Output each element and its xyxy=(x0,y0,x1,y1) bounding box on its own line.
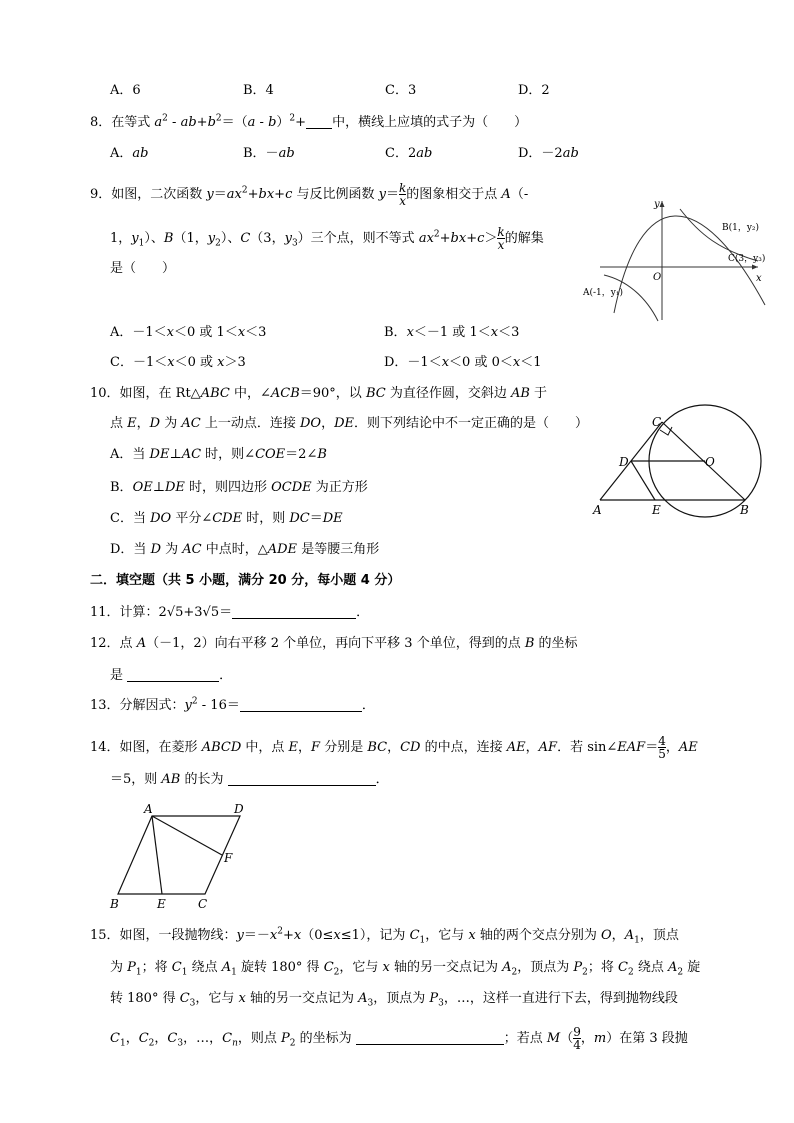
q10-label-d: D xyxy=(619,455,629,469)
q9-label-y: y xyxy=(654,199,660,210)
q9-hyperbola-left xyxy=(604,275,658,321)
q14-label-c: C xyxy=(198,897,208,911)
q10-label-e: E xyxy=(652,503,661,517)
q9-option-b: B．x＜－1 或 1＜x＜3 xyxy=(384,325,520,340)
x-axis-arrow xyxy=(752,265,758,270)
q14-stem-line2: ＝5，则 AB 的长为 ． xyxy=(110,772,389,787)
q8-option-d: D．－2ab xyxy=(518,146,579,161)
q7-option-b: B．4 xyxy=(243,83,274,98)
q10-label-b: B xyxy=(740,503,749,517)
q10-option-a: A．当 DE⊥AC 时，则∠COE＝2∠B xyxy=(110,447,327,462)
q9-option-c: C．－1＜x＜0 或 x＞3 xyxy=(110,355,246,370)
q8-option-b: B．－ab xyxy=(243,146,295,161)
q10-option-c: C．当 DO 平分∠CDE 时，则 DC＝DE xyxy=(110,511,343,526)
q10-option-d: D．当 D 为 AC 中点时，△ADE 是等腰三角形 xyxy=(110,542,380,557)
q12-stem-line2: 是 ． xyxy=(110,668,233,683)
q12-stem-line1: 12．点 A（－1，2）向右平移 2 个单位，再向下平移 3 个单位，得到的点 B 的坐标 xyxy=(90,636,578,651)
q8-stem: 8．在等式 $a^2 - ab+b^2=(a - b)^2+$ 中，横线上应填的式子为（ ） xyxy=(90,113,528,130)
q9-stem-line3: 是（ ） xyxy=(110,261,176,276)
q9-label-a: A(-1，y₁) xyxy=(583,288,623,298)
q9-label-b: B(1，y₂) xyxy=(722,223,760,233)
q10-figure xyxy=(588,408,778,528)
q9-option-d: D．－1＜x＜0 或 0＜x＜1 xyxy=(384,355,542,370)
q15-stem-line3: 转 180° 得 $C_3$，它与 x 轴的另一交点记为 $A_3$，顶点为 $P_3$，…，这样一直进行下去，得到抛物线段 xyxy=(110,991,678,1009)
q11-stem: 11．计算：2√5+3√5＝ ． xyxy=(90,605,370,620)
q14-segment-af xyxy=(152,816,222,855)
q15-stem-line1: 15．如图，一段抛物线：$y=-x^2+x(0\le x\le 1)$，记为 $C_1$，它与 x 轴的两个交点分别为 O，$A_1$，顶点 xyxy=(90,926,679,946)
q7-option-d: D．2 xyxy=(518,83,550,98)
q14-label-e: E xyxy=(157,897,166,911)
y-axis-arrow xyxy=(660,201,665,207)
q10-label-a: A xyxy=(593,503,602,517)
q14-label-d: D xyxy=(234,802,244,816)
q10-label-o: O xyxy=(705,455,715,469)
q10-segment-de xyxy=(631,461,655,500)
q13-stem: 13．分解因式：$y^2 - 16=$ ． xyxy=(90,696,375,713)
q9-label-x: x xyxy=(756,273,762,284)
q10-stem-line1: 10．如图，在 Rt△ABC 中，∠ACB＝90°，以 BC 为直径作圆，交斜边 AB 于 xyxy=(90,386,548,401)
q9-stem-line2: 1，$y_1$）、B（1，$y_2$）、C（3，$y_3$）三个点，则不等式 $ax^2+bx+c>$ $\frac{k}{x}$ 的解集 xyxy=(110,225,544,252)
q9-option-a: A．－1＜x＜0 或 1＜x＜3 xyxy=(110,325,267,340)
q10-stem-line2: 点 E，D 为 AC 上一动点．连接 DO，DE．则下列结论中不一定正确的是（ ） xyxy=(110,416,589,431)
q7-option-a: A．6 xyxy=(110,83,141,98)
q14-stem-line1: 14．如图，在菱形 ABCD 中，点 E，F 分别是 BC，CD 的中点，连接 AE，AF．若 sin∠EAF＝ $\frac{4}{5}$ ，AE xyxy=(90,734,698,761)
q7-option-c: C．3 xyxy=(385,83,417,98)
q14-label-f: F xyxy=(224,851,233,865)
q9-label-o: O xyxy=(653,272,662,283)
q14-figure xyxy=(104,800,254,915)
q9-stem-line1: 9．如图，二次函数 $y=ax^2+bx+c$ 与反比例函数 y＝ $\frac{k}{x}$ 的图象相交于点 A（- xyxy=(90,181,529,208)
q10-option-b: B．OE⊥DE 时，则四边形 OCDE 为正方形 xyxy=(110,480,368,495)
q8-option-a: A．ab xyxy=(110,146,149,161)
section-2-heading: 二．填空题（共 5 小题，满分 20 分，每小题 4 分） xyxy=(90,573,401,588)
q9-label-c: C(3，y₃) xyxy=(728,254,766,264)
q14-label-b: B xyxy=(110,897,119,911)
q15-stem-line4: $C_1$，$C_2$，$C_3$，…，$C_n$，则点 $P_2$ 的坐标为 ；若点 M（ $\frac{9}{4}$ ，m）在第 3 段抛 xyxy=(110,1025,688,1052)
q10-right-angle xyxy=(660,427,672,435)
q15-stem-line2: 为 $P_1$；将 $C_1$ 绕点 $A_1$ 旋转 180° 得 $C_2$，它与 x 轴的另一交点记为 $A_2$，顶点为 $P_2$；将 $C_2$ 绕点 $A_2$ 旋 xyxy=(110,960,701,978)
q14-segment-ae xyxy=(152,816,162,894)
q8-option-c: C．2ab xyxy=(385,146,433,161)
q14-label-a: A xyxy=(144,802,153,816)
q9-figure xyxy=(580,195,770,325)
q10-label-c: C xyxy=(652,415,662,429)
